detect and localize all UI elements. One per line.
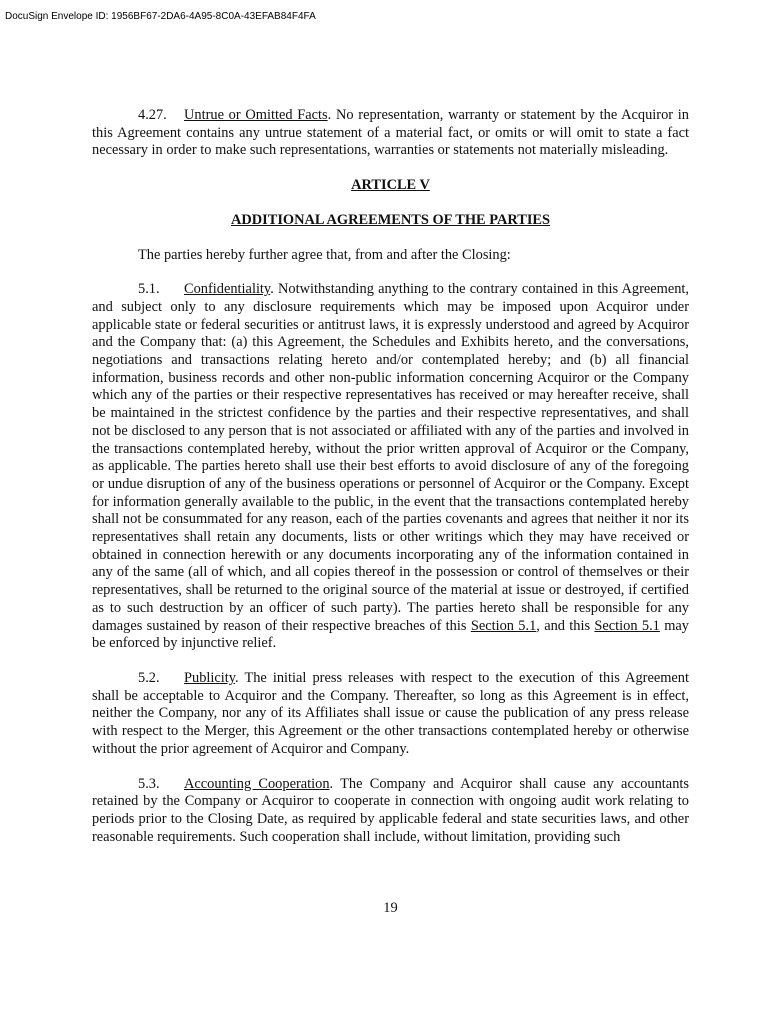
section-number: 5.2.: [138, 669, 160, 686]
section-text-mid: , and this: [536, 617, 591, 634]
section-cross-reference: Section 5.1: [470, 617, 537, 634]
section-number: 5.1.: [138, 281, 160, 298]
section-title: Confidentiality: [184, 281, 271, 298]
section-5-1: 5.1. Confidentiality. Notwithstanding anything to the contrary contained in this Agreement, and subject only to any disclosure requirements which may be imposed upon Acquiror under applicable state or federal securities or antitrust laws, it is expressly understood and agreed by Acquiror and the Company that: (a) this Agreement, the Schedules and Exhibits hereto, and the conversations, negotiations and transactions relating hereto and/or contemplated hereby; and (b) all financial information, business records and other non-public information concerning Acquiror or the Company which any of the parties or their respective representatives has received or may hereafter receive, shall be maintained in the strictest confidence by the parties and their respective representatives, and shall not be disclosed to any person that is not associated or affiliated with any of the parties and involved in the transactions contemplated hereby, without the prior written approval of Acquiror or the Company, as applicable. The parties hereto shall use their best efforts to avoid disclosure of any of the foregoing or undue disruption of any of the business operations or personnel of Acquiror or the Company. Except for information generally available to the public, in the event that the transactions contemplated hereby shall not be consummated for any reason, each of the parties covenants and agrees that neither it nor its representatives shall retain any documents, lists or other writings which they may have received or obtained in connection herewith or any documents incorporating any of the information contained in any of the same (all of which, and all copies thereof in the possession or control of themselves or their representatives, shall be returned to the original source of the material at issue or destroyed, if certified as to such destruction by an officer of such party). The parties hereto shall be responsible for any damages sustained by reason of their respective breaches of this Section 5.1, and this Section 5.1 may be enforced by injunctive relief.: [92, 281, 690, 652]
section-number: 5.3.: [138, 775, 160, 792]
section-number: 4.27.: [138, 107, 167, 123]
section-title: Publicity: [184, 669, 236, 686]
article-title: ADDITIONAL AGREEMENTS OF THE PARTIES: [230, 211, 551, 228]
page-number: 19: [383, 900, 398, 916]
section-text-end: may be enforced by injunctive relief.: [92, 617, 689, 652]
document-body: [92, 107, 689, 846]
section-4-27: 4.27. Untrue or Omitted Facts. No representation, warranty or statement by the Acquiror in this Agreement contains any untrue statement of a material fact, or omits or will omit to state a fact necessary in order to make such representations, warranties or statements not materially misleading.: [92, 107, 689, 159]
section-text: The Company and Acquiror shall cause any accountants retained by the Company or Acquiror to cooperate in connection with ongoing audit work relating to periods prior to the Closing Date, as required by applicable federal and state securities laws, and other reasonable requirements. Such cooperation shall include, without limitation, providing such: [92, 775, 689, 845]
section-title: Untrue or Omitted Facts: [184, 107, 328, 123]
section-text: Notwithstanding anything to the contrary contained in this Agreement, and subject only to any disclosure requirements which may be imposed upon Acquiror under applicable state or federal securities or antitrust laws, it is expressly understood and agreed by Acquiror and the Company that: (a) this Agreement, the Schedules and Exhibits hereto, and the conversations, negotiations and transactions relating hereto and/or contemplated hereby; and (b) all financial information, business records and other non-public information concerning Acquiror or the Company which any of the parties or their respective representatives has received or may hereafter receive, shall be maintained in the strictest confidence by the parties and their respective representatives, and shall not be disclosed to any person that is not associated or affiliated with any of the parties and involved in the transactions contemplated hereby, without the prior written approval of Acquiror or the Company, as applicable. The parties hereto shall use their best efforts to avoid disclosure of any of the foregoing or undue disruption of any of the business operations or personnel of Acquiror or the Company. Except for information generally available to the public, in the event that the transactions contemplated hereby shall not be consummated for any reason, each of the parties covenants and agrees that neither it nor its representatives shall retain any documents, lists or other writings which they may have received or obtained in connection herewith or any documents incorporating any of the information contained in any of the same (all of which, and all copies thereof in the possession or control of themselves or their representatives, shall be returned to the original source of the material at issue or destroyed, if certified as to such destruction by an officer of such party). The parties hereto shall be responsible for any damages sustained by reason of their respective breaches of this: [92, 281, 690, 634]
article-intro: The parties hereby further agree that, from and after the Closing:: [138, 246, 511, 263]
section-cross-reference: Section 5.1: [594, 617, 660, 634]
docusign-envelope-id: DocuSign Envelope ID: 1956BF67-2DA6-4A95-8C0A-43EFAB84F4FA: [5, 11, 316, 22]
section-5-3: 5.3. Accounting Cooperation. The Company and Acquiror shall cause any accountants retained by the Company or Acquiror to cooperate in connection with ongoing audit work relating to periods prior to the Closing Date, as required by applicable federal and state securities laws, and other reasonable requirements. Such cooperation shall include, without limitation, providing such: [92, 775, 689, 845]
section-text: The initial press releases with respect to the execution of this Agreement shall be acceptable to Acquiror and the Company. Thereafter, so long as this Agreement is in effect, neither the Company, nor any of its Affiliates shall issue or cause the publication of any press release with respect to the Merger, this Agreement or the other transactions contemplated hereby or otherwise without the prior agreement of Acquiror and Company.: [92, 669, 689, 757]
section-text: No representation, warranty or statement by the Acquiror in this Agreement contains any untrue statement of a material fact, or omits or will omit to state a fact necessary in order to make such representations, warranties or statements not materially misleading.: [92, 107, 689, 159]
article-heading: ARTICLE V: [351, 177, 430, 194]
section-title: Accounting Cooperation: [184, 775, 330, 792]
section-5-2: 5.2. Publicity. The initial press releases with respect to the execution of this Agreement shall be acceptable to Acquiror and the Company. Thereafter, so long as this Agreement is in effect, neither the Company, nor any of its Affiliates shall issue or cause the publication of any press release with respect to the Merger, this Agreement or the other transactions contemplated hereby or otherwise without the prior agreement of Acquiror and Company.: [92, 669, 689, 757]
